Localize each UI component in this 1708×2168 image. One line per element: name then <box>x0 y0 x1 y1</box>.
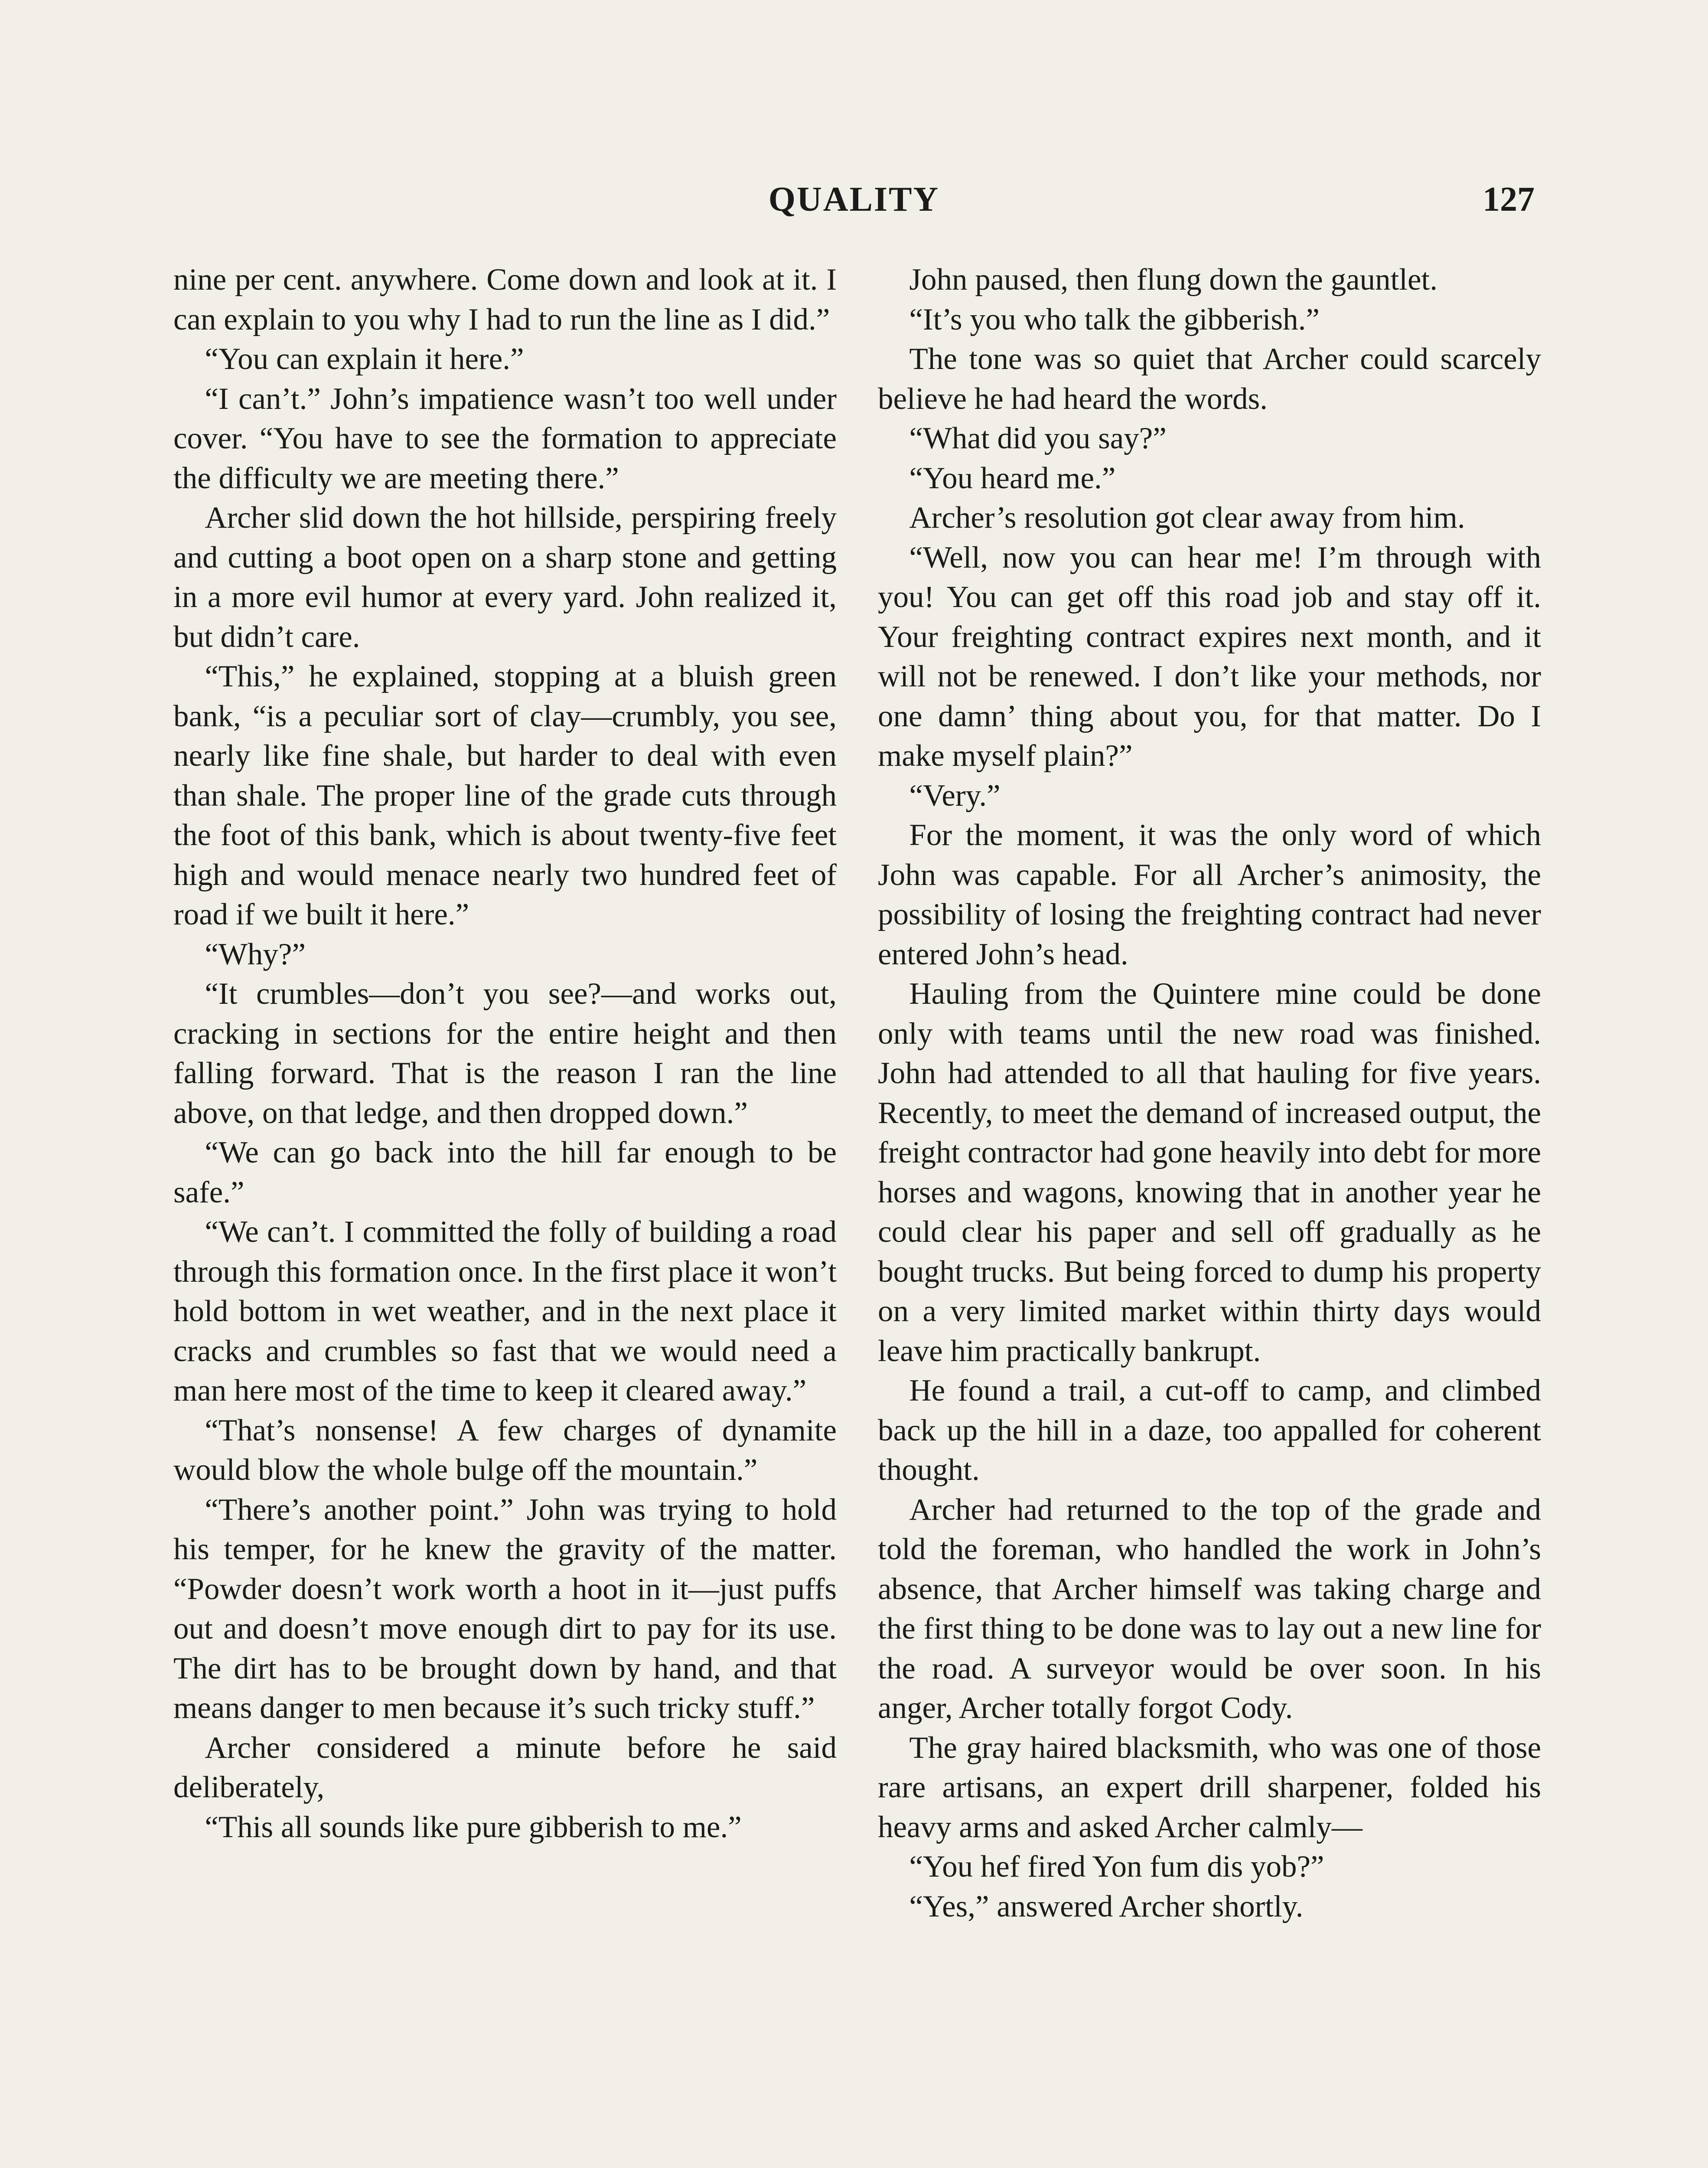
paragraph: Archer had returned to the top of the grade and told the foreman, who handled the work in John’s absence, that Archer himself was taking charge and the first thing to be done was to lay out a new line for the road. A surveyor would be over soon. In his anger, Archer totally forgot Cody. <box>878 1492 1541 1725</box>
left-column <box>173 260 837 1847</box>
paragraph: “This all sounds like pure gibberish to me.” <box>205 1810 742 1844</box>
paragraph: “Well, now you can hear me! I’m through with you! You can get off this road job and stay off it. Your freighting contract expires next month, and it will not be renewed. I don’t like your methods, nor one damn’ thing about you, for that matter. Do I make myself plain?” <box>878 540 1541 773</box>
paragraph: For the moment, it was the only word of which John was capable. For all Archer’s animosity, the possibility of losing the freighting contract had never entered John’s head. <box>878 818 1541 971</box>
paragraph: “We can’t. I committed the folly of building a road through this formation once. In the first place it won’t hold bottom in wet weather, and in the next place it cracks and crumbles so fast that we would need a man here most of the time to keep it cleared away.” <box>173 1215 837 1407</box>
paragraph: nine per cent. anywhere. Come down and look at it. I can explain to you why I had to run the line as I did.” <box>173 263 837 336</box>
paragraph: “Yes,” answered Archer shortly. <box>909 1889 1304 1923</box>
paragraph: Archer’s resolution got clear away from him. <box>909 501 1465 535</box>
paragraph: “You hef fired Yon fum dis yob?” <box>909 1850 1324 1884</box>
running-title: QUALITY <box>768 180 940 219</box>
paragraph: Archer considered a minute before he said deliberately, <box>173 1730 837 1804</box>
paragraph: “It’s you who talk the gibberish.” <box>909 302 1320 336</box>
paragraph: “What did you say?” <box>909 421 1167 455</box>
paragraph: “It crumbles—don’t you see?—and works out, cracking in sections for the entire height and then falling forward. That is the reason I ran the line above, on that ledge, and then dropped down.” <box>173 977 837 1130</box>
right-column <box>878 260 1541 1926</box>
paragraph: “There’s another point.” John was trying to hold his temper, for he knew the gravity of the matter. “Powder doesn’t work worth a hoot in it—just puffs out and doesn’t move enough dirt to pay for its use. The dirt has to be brought down by hand, and that means danger to men because it’s such tricky stuff.” <box>173 1492 837 1725</box>
paragraph: “This,” he explained, stopping at a bluish green bank, “is a peculiar sort of clay—crumbly, you see, nearly like fine shale, but harder to deal with even than shale. The proper line of the grade cuts through the foot of this bank, which is about twenty-five feet high and would menace nearly two hundred feet of road if we built it here.” <box>173 660 837 931</box>
paragraph: “Very.” <box>909 778 1001 813</box>
paragraph: “I can’t.” John’s impatience wasn’t too well under cover. “You have to see the formation to appreciate the difficulty we are meeting there.” <box>173 382 837 495</box>
page-number: 127 <box>1483 180 1535 219</box>
paragraph: “We can go back into the hill far enough to be safe.” <box>173 1136 837 1209</box>
paragraph: He found a trail, a cut-off to camp, and climbed back up the hill in a daze, too appalled for coherent thought. <box>878 1374 1541 1487</box>
page-header <box>173 171 1535 228</box>
paragraph: Hauling from the Quintere mine could be done only with teams until the new road was finished. John had attended to all that hauling for five years. Recently, to meet the demand of increased output, the freight contractor had gone heavily into debt for more horses and wagons, knowing that in another year he could clear his paper and sell off gradually as he bought trucks. But being forced to dump his property on a very limited market within thirty days would leave him practically bankrupt. <box>878 977 1541 1368</box>
paragraph: The tone was so quiet that Archer could scarcely believe he had heard the words. <box>878 342 1541 416</box>
paragraph: Archer slid down the hot hillside, perspiring freely and cutting a boot open on a sharp stone and getting in a more evil humor at every yard. John realized it, but didn’t care. <box>173 501 837 654</box>
paragraph: “Why?” <box>205 937 306 971</box>
paragraph: John paused, then flung down the gauntlet. <box>909 263 1438 297</box>
paragraph: “You heard me.” <box>909 461 1116 495</box>
paragraph: “You can explain it here.” <box>205 342 524 376</box>
paragraph: “That’s nonsense! A few charges of dynamite would blow the whole bulge off the mountain.” <box>173 1413 837 1487</box>
paragraph: The gray haired blacksmith, who was one of those rare artisans, an expert drill sharpener, folded his heavy arms and asked Archer calmly— <box>878 1730 1541 1844</box>
